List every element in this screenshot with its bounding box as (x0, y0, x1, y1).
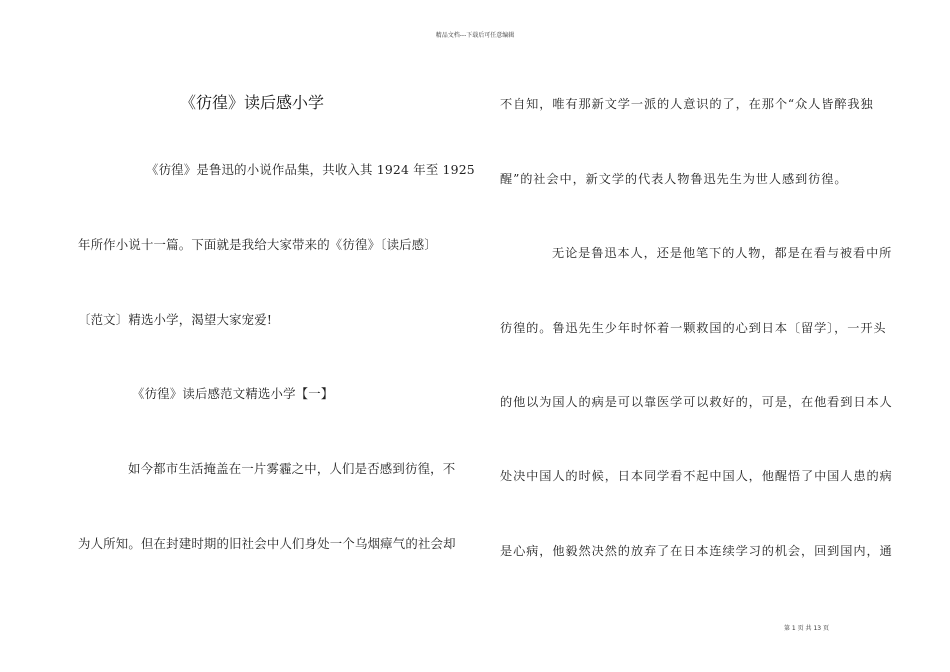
paragraph-line: 为人所知。但在封建时期的旧社会中人们身处一个乌烟瘴气的社会却 (78, 536, 456, 551)
paragraph-line: 无论是鲁迅本人，还是他笔下的人物，都是在看与被看中所 (552, 246, 893, 260)
paragraph-line: 彷徨的。鲁迅先生少年时怀着一颗救国的心到日本〔留学〕，一开头 (500, 321, 887, 335)
paragraph-line: 〔范文〕精选小学，渴望大家宠爱! (78, 312, 273, 327)
paragraph-line: 如今都市生活掩盖在一片雾霾之中，人们是否感到彷徨，不 (128, 461, 456, 476)
paragraph-line: 的他以为国人的病是可以靠医学可以救好的，可是，在他看到日本人 (500, 395, 893, 409)
section-heading: 《彷徨》读后感范文精选小学【一】 (132, 386, 334, 401)
page-number-footer: 第 1 页 共 13 页 (784, 625, 829, 632)
paragraph-line: 醒”的社会中，新文学的代表人物鲁迅先生为世人感到彷徨。 (500, 172, 848, 186)
document-title: 《彷徨》读后感小学 (180, 93, 325, 112)
paragraph-line: 不自知，唯有那新文学一派的人意识的了，在那个“众人皆醉我独 (500, 97, 874, 111)
page-header-note: 精品文档---下载后可任意编辑 (435, 32, 515, 39)
paragraph-line: 年所作小说十一篇。下面就是我给大家带来的《彷徨》〔读后感〕 (78, 237, 437, 252)
paragraph-line: 《彷徨》是鲁迅的小说作品集，共收入其 1924 年至 1925 (146, 162, 475, 177)
paragraph-line: 处决中国人的时候，日本同学看不起中国人，他醒悟了中国人患的病 (500, 469, 893, 483)
paragraph-line: 是心病，他毅然决然的放弃了在日本连续学习的机会，回到国内，通 (500, 544, 893, 558)
